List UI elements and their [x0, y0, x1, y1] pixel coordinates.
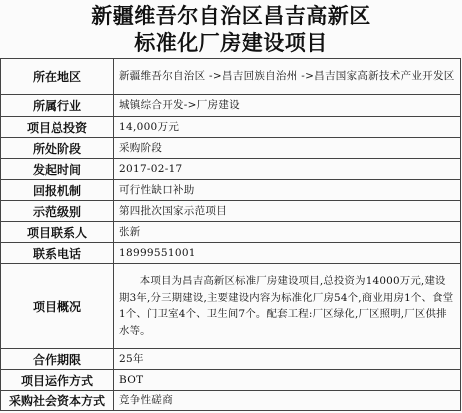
value-demo-level: 第四批次国家示范项目 [114, 201, 461, 222]
value-return-mechanism: 可行性缺口补助 [114, 180, 461, 201]
row-industry [1, 95, 461, 117]
label-total-investment: 项目总投资 [1, 117, 114, 138]
value-cooperation-term: 25年 [114, 349, 461, 370]
value-total-investment: 14,000万元 [114, 117, 461, 138]
label-project-overview: 项目概况 [1, 264, 114, 349]
row-procurement-method [1, 391, 461, 411]
row-contact-phone [1, 243, 461, 264]
value-location: 新疆维吾尔自治区 ->昌吉回族自治州 ->昌吉国家高新技术产业开发区 [114, 59, 461, 95]
label-demo-level: 示范级别 [1, 201, 114, 222]
value-procurement-method: 竞争性磋商 [114, 391, 461, 411]
label-procurement-method: 采购社会资本方式 [1, 391, 114, 411]
label-contact-person: 项目联系人 [1, 222, 114, 243]
value-launch-date: 2017-02-17 [114, 159, 461, 180]
value-operation-mode: BOT [114, 370, 461, 391]
row-operation-mode [1, 370, 461, 391]
value-contact-person: 张新 [114, 222, 461, 243]
row-location [1, 59, 461, 95]
document-title [0, 2, 462, 56]
value-industry: 城镇综合开发->厂房建设 [114, 95, 461, 117]
label-stage: 所处阶段 [1, 138, 114, 159]
value-project-overview: 本项目为昌吉高新区标准厂房建设项目,总投资为14000万元,建设期3年,分三期建设,主要建设内容为标准化厂房54个,商业用房1个、食堂1个、门卫室4个、卫生间7个。配套工程:厂区绿化,厂区照明,厂区供排水等。 [114, 264, 461, 349]
title-line-2: 标准化厂房建设项目 [134, 30, 328, 55]
row-demo-level [1, 201, 461, 222]
value-stage: 采购阶段 [114, 138, 461, 159]
row-cooperation-term [1, 349, 461, 370]
label-contact-phone: 联系电话 [1, 243, 114, 264]
label-operation-mode: 项目运作方式 [1, 370, 114, 391]
label-return-mechanism: 回报机制 [1, 180, 114, 201]
row-return-mechanism [1, 180, 461, 201]
label-launch-date: 发起时间 [1, 159, 114, 180]
project-info-table [0, 58, 461, 411]
row-contact-person [1, 222, 461, 243]
label-location: 所在地区 [1, 59, 114, 95]
row-stage [1, 138, 461, 159]
value-contact-phone: 18999551001 [114, 243, 461, 264]
row-total-investment [1, 117, 461, 138]
row-project-overview [1, 264, 461, 349]
label-cooperation-term: 合作期限 [1, 349, 114, 370]
row-launch-date [1, 159, 461, 180]
title-line-1: 新疆维吾尔自治区昌吉高新区 [91, 3, 371, 28]
label-industry: 所属行业 [1, 95, 114, 117]
